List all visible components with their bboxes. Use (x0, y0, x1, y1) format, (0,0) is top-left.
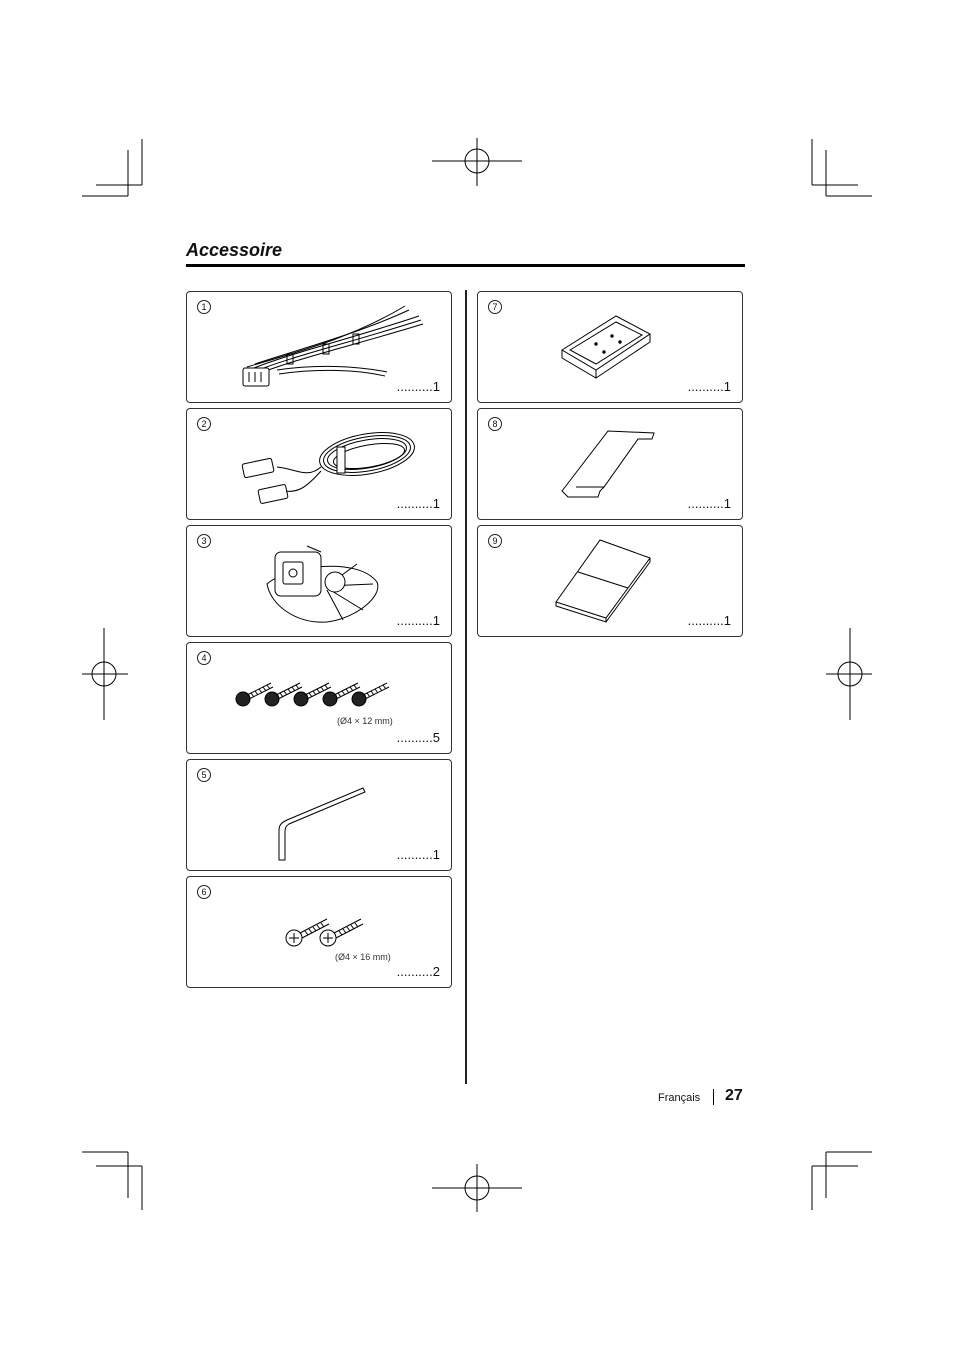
accessory-item-5 (186, 759, 452, 871)
title-rule (186, 264, 745, 267)
item-quantity: ..........5 (396, 730, 440, 745)
item-quantity: ..........1 (396, 847, 440, 862)
footer-language: Français (658, 1092, 701, 1104)
accessory-item-2 (186, 408, 452, 520)
accessory-item-4 (186, 642, 452, 754)
item-quantity: ..........1 (396, 613, 440, 628)
column-divider (465, 290, 467, 1084)
item-quantity: ..........1 (396, 496, 440, 511)
item-number: 2 (197, 417, 211, 431)
item-number: 3 (197, 534, 211, 548)
item-number: 6 (197, 885, 211, 899)
item-number: 5 (197, 768, 211, 782)
item-quantity: ..........1 (687, 379, 731, 394)
item-number: 4 (197, 651, 211, 665)
accessory-item-8 (477, 408, 743, 520)
accessory-item-3 (186, 525, 452, 637)
page-number: 27 (725, 1087, 743, 1104)
item-quantity: ..........2 (396, 964, 440, 979)
footer-separator (713, 1089, 714, 1105)
accessory-item-7 (477, 291, 743, 403)
item-number: 1 (197, 300, 211, 314)
accessory-item-1 (186, 291, 452, 403)
item-quantity: ..........1 (687, 613, 731, 628)
accessory-item-6 (186, 876, 452, 988)
page-title: Accessoire (186, 240, 283, 260)
item-number: 9 (488, 534, 502, 548)
item-quantity: ..........1 (396, 379, 440, 394)
item-dimension: (Ø4 × 16 mm) (335, 952, 391, 962)
item-dimension: (Ø4 × 12 mm) (337, 716, 393, 726)
item-quantity: ..........1 (687, 496, 731, 511)
item-number: 8 (488, 417, 502, 431)
accessory-item-9 (477, 525, 743, 637)
item-number: 7 (488, 300, 502, 314)
